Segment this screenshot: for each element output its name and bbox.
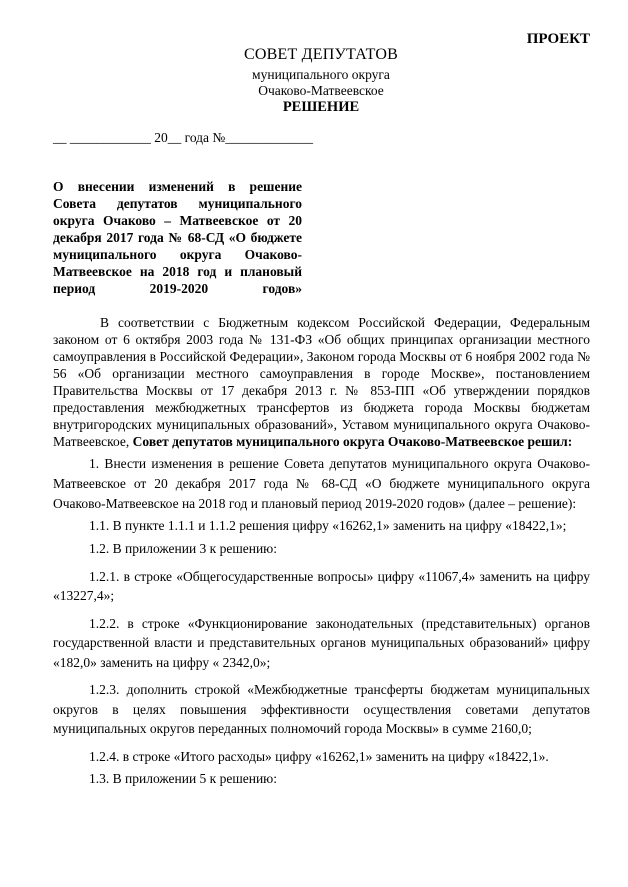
resolved-text: Совет депутатов муниципального округа Очаково-Матвеевское решил: — [132, 434, 573, 449]
item-1-2-1: 1.2.1. в строке «Общегосударственные вопросы» цифру «11067,4» заменить на цифру «13227,4»; — [53, 568, 590, 603]
district-line: муниципального округа — [252, 67, 390, 82]
preamble-text: В соответствии с Бюджетным кодексом Российской Федерации, Федеральным законом от 6 октября 2003 года № 131-ФЗ «Об общих принципах организации местного самоуправления в Российской Федерации», Законом города Москвы от 6 ноября 2002 года № 56 «Об организации местного самоуправления в городе Москве», постановлением Правительства Москвы от 17 декабря 2013 г. № 853-ПП «Об утверждении порядков предоставления межбюджетных трансфертов из бюджета города Москвы бюджетам внутригородских муниципальных образований», Уставом муниципального округа Очаково-Матвеевское, — [53, 315, 590, 449]
item-1-2-4: 1.2.4. в строке «Итого расходы» цифру «16262,1» заменить на цифру «18422,1». — [89, 748, 549, 764]
item-1-2: 1.2. В приложении 3 к решению: — [89, 540, 278, 556]
draft-stamp: ПРОЕКТ — [526, 31, 590, 47]
district-name: Очаково-Матвеевское — [258, 83, 384, 98]
item-1: 1. Внести изменения в решение Совета депутатов муниципального округа Очаково-Матвеевское от 20 декабря 2017 года № 68-СД «О бюджете муниципального округа Очаково-Матвеевское на 2018 год и плановый период 2019-2020 годов» (далее – решение): — [53, 456, 590, 511]
decision-subject: О внесении изменений в решение Совета депутатов муниципального округа Очаково – Матвеевское от 20 декабря 2017 года № 68-СД «О бюджете муниципального округа Очаково-Матвеевское на 2018 год и плановый период 2019-2020 годов» — [53, 179, 302, 296]
date-number-line: __ ____________ 20__ года №_____________ — [53, 130, 314, 145]
item-1-2-3: 1.2.3. дополнить строкой «Межбюджетные трансферты бюджетам муниципальных округов в целях повышения эффективности осуществления советами депутатов муниципальных округов переданных полномочий города Москвы» в сумме 2160,0; — [53, 682, 590, 736]
item-1-3: 1.3. В приложении 5 к решению: — [89, 771, 278, 786]
item-1-1: 1.1. В пункте 1.1.1 и 1.1.2 решения цифру «16262,1» заменить на цифру «18422,1»; — [89, 518, 567, 533]
item-1-2-2: 1.2.2. в строке «Функционирование законодательных (представительных) органов государственной власти и представительных органов муниципальных образований» цифру «182,0» заменить на цифру « 2342,0»; — [53, 615, 590, 670]
decision-title: РЕШЕНИЕ — [282, 99, 360, 115]
document-body — [53, 314, 590, 787]
council-title: СОВЕТ ДЕПУТАТОВ — [244, 46, 398, 63]
preamble-paragraph — [53, 314, 590, 450]
